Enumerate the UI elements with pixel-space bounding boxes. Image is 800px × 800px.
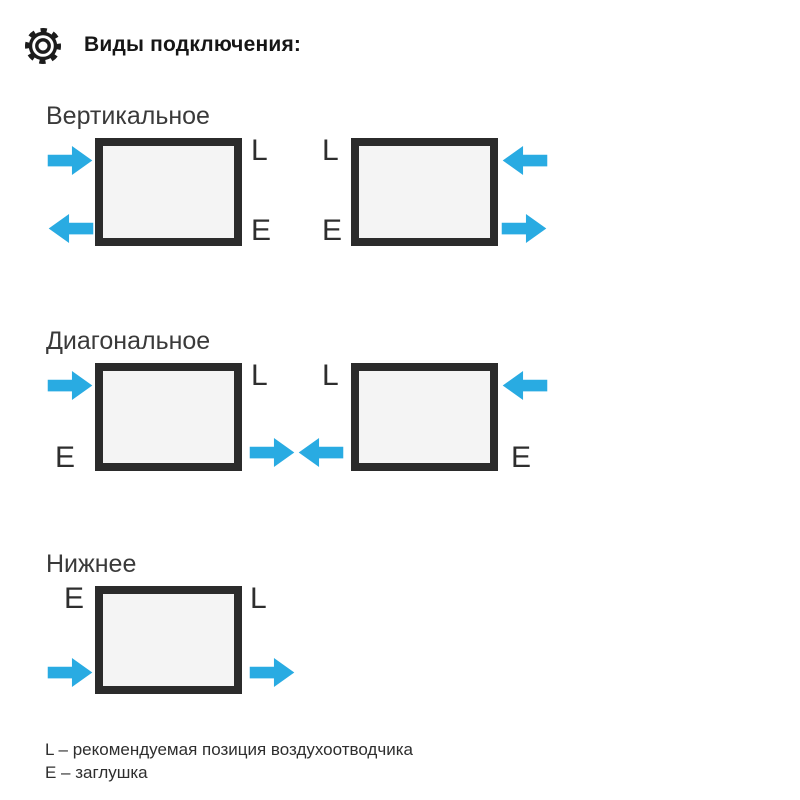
- port-label-e: E: [511, 441, 532, 474]
- port-label-e: E: [64, 582, 85, 615]
- port-label-l: L: [251, 134, 268, 167]
- section-heading-vertical: Вертикальное: [46, 102, 210, 130]
- arrow-left-icon: [501, 145, 548, 176]
- port-label-l: L: [322, 359, 339, 392]
- arrow-right-icon: [47, 657, 94, 688]
- port-label-l: L: [250, 582, 267, 615]
- radiator-body: [351, 138, 498, 246]
- radiator-body: [95, 586, 242, 694]
- arrow-right-icon: [249, 437, 296, 468]
- arrow-right-icon: [249, 657, 296, 688]
- arrow-right-icon: [47, 145, 94, 176]
- radiator-body: [351, 363, 498, 471]
- port-label-e: E: [55, 441, 76, 474]
- page-title: Виды подключения:: [84, 33, 302, 56]
- legend: [45, 738, 413, 784]
- arrow-right-icon: [47, 370, 94, 401]
- port-label-l: L: [251, 359, 268, 392]
- legend-line-air-vent: L – рекомендуемая позиция воздухоотводчика: [45, 740, 413, 759]
- section-heading-diagonal: Диагональное: [46, 327, 211, 355]
- port-label-l: L: [322, 134, 339, 167]
- port-label-e: E: [322, 214, 343, 247]
- gear-icon: [23, 26, 63, 66]
- port-label-e: E: [251, 214, 272, 247]
- arrow-left-icon: [47, 213, 94, 244]
- radiator-body: [95, 363, 242, 471]
- legend-line-plug: E – заглушка: [45, 763, 148, 782]
- radiator-body: [95, 138, 242, 246]
- section-heading-bottom: Нижнее: [46, 550, 137, 578]
- arrow-right-icon: [501, 213, 548, 244]
- arrow-left-icon: [297, 437, 344, 468]
- arrow-left-icon: [501, 370, 548, 401]
